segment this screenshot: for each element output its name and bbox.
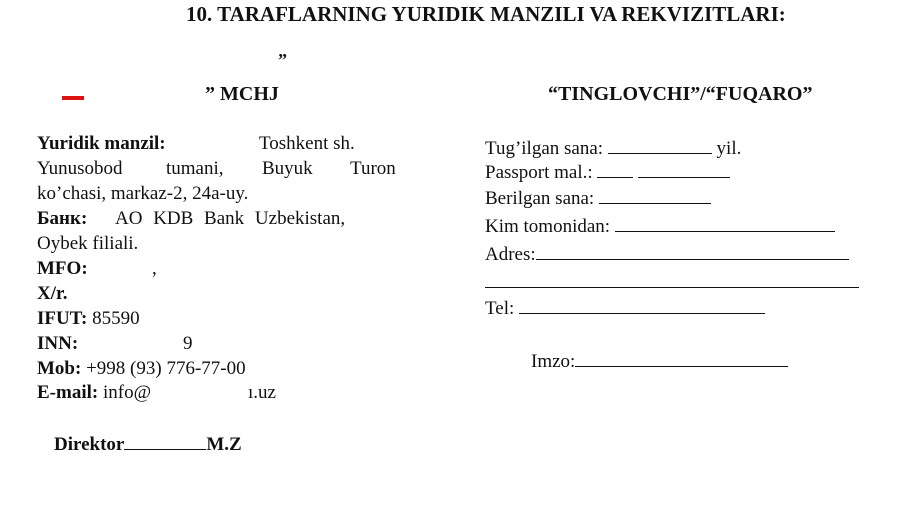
mobile-label: Mob:: [37, 358, 82, 379]
mfo-label: MFO:: [37, 258, 88, 279]
birth-date-blank[interactable]: [608, 138, 712, 154]
bank-branch: Oybek filiali.: [37, 233, 139, 254]
company-name-suffix: ” MCHJ: [205, 83, 279, 105]
top-fragment: ”: [278, 50, 287, 70]
email-value-end: ı.uz: [248, 382, 276, 403]
legal-address-line2-c: Buyuk: [262, 158, 313, 179]
redacted-red-mark: [62, 96, 84, 100]
legal-address-line2-a: Yunusobod: [37, 158, 123, 179]
email-label: E-mail:: [37, 382, 99, 403]
ifut-label: IFUT:: [37, 308, 88, 329]
issue-date-label: Berilgan sana:: [485, 188, 595, 209]
issuer-row: [485, 216, 835, 238]
issuer-label: Kim tomonidan:: [485, 216, 611, 237]
mfo-value: ,: [152, 258, 157, 279]
party-header: “TINGLOVCHI”/“FUQARO”: [548, 83, 813, 105]
tel-blank[interactable]: [519, 298, 765, 314]
director-name: M.Z: [206, 434, 242, 455]
legal-address-line2-b: tumani,: [166, 158, 224, 179]
bank-label: Банк:: [37, 208, 88, 229]
address-row: [485, 244, 849, 266]
passport-row: [485, 162, 730, 184]
ifut-line: [37, 308, 140, 330]
bank-value: AO KDB Bank Uzbekistan,: [115, 208, 346, 229]
legal-address-line2-d: Turon: [350, 158, 396, 179]
mfo-line: [37, 258, 88, 280]
director-label: Direktor: [54, 434, 125, 455]
passport-number-blank[interactable]: [638, 162, 730, 178]
legal-address-city: Toshkent sh.: [259, 133, 355, 154]
mobile-line: [37, 358, 246, 380]
mobile-value: +998 (93) 776-77-00: [86, 358, 246, 379]
passport-label: Passport mal.:: [485, 162, 593, 183]
tel-row: [485, 298, 765, 320]
birth-date-row: [485, 138, 741, 160]
legal-address-label: Yuridik manzil:: [37, 133, 166, 154]
section-title: 10. TARAFLARNING YURIDIK MANZILI VA REKVIZITLARI:: [186, 2, 786, 26]
signature-row: [531, 351, 788, 373]
issuer-blank[interactable]: [615, 216, 835, 232]
birth-date-label: Tug’ilgan sana:: [485, 138, 604, 159]
address-blank-line2[interactable]: [485, 287, 859, 288]
birth-date-suffix: yil.: [716, 138, 742, 159]
tel-label: Tel:: [485, 298, 515, 319]
legal-address-line1: [37, 133, 166, 155]
signature-label: Imzo:: [531, 351, 576, 372]
inn-line: [37, 333, 78, 355]
inn-value: 9: [183, 333, 193, 354]
email-value-start: info@: [102, 382, 152, 403]
signature-blank[interactable]: [575, 351, 788, 367]
inn-label: INN:: [37, 333, 79, 354]
account-label: X/r.: [37, 283, 68, 304]
address-label: Adres:: [485, 244, 536, 265]
passport-series-blank[interactable]: [597, 162, 633, 178]
issue-date-row: [485, 188, 711, 210]
bank-line: [37, 208, 87, 230]
issue-date-blank[interactable]: [599, 188, 711, 204]
legal-address-line3: ko’chasi, markaz-2, 24a-uy.: [37, 183, 249, 204]
account-line: [37, 283, 67, 305]
ifut-value: 85590: [92, 308, 140, 329]
address-blank[interactable]: [536, 244, 849, 260]
email-line: [37, 382, 151, 404]
director-line: [54, 434, 242, 456]
director-signature-line: [124, 434, 206, 450]
